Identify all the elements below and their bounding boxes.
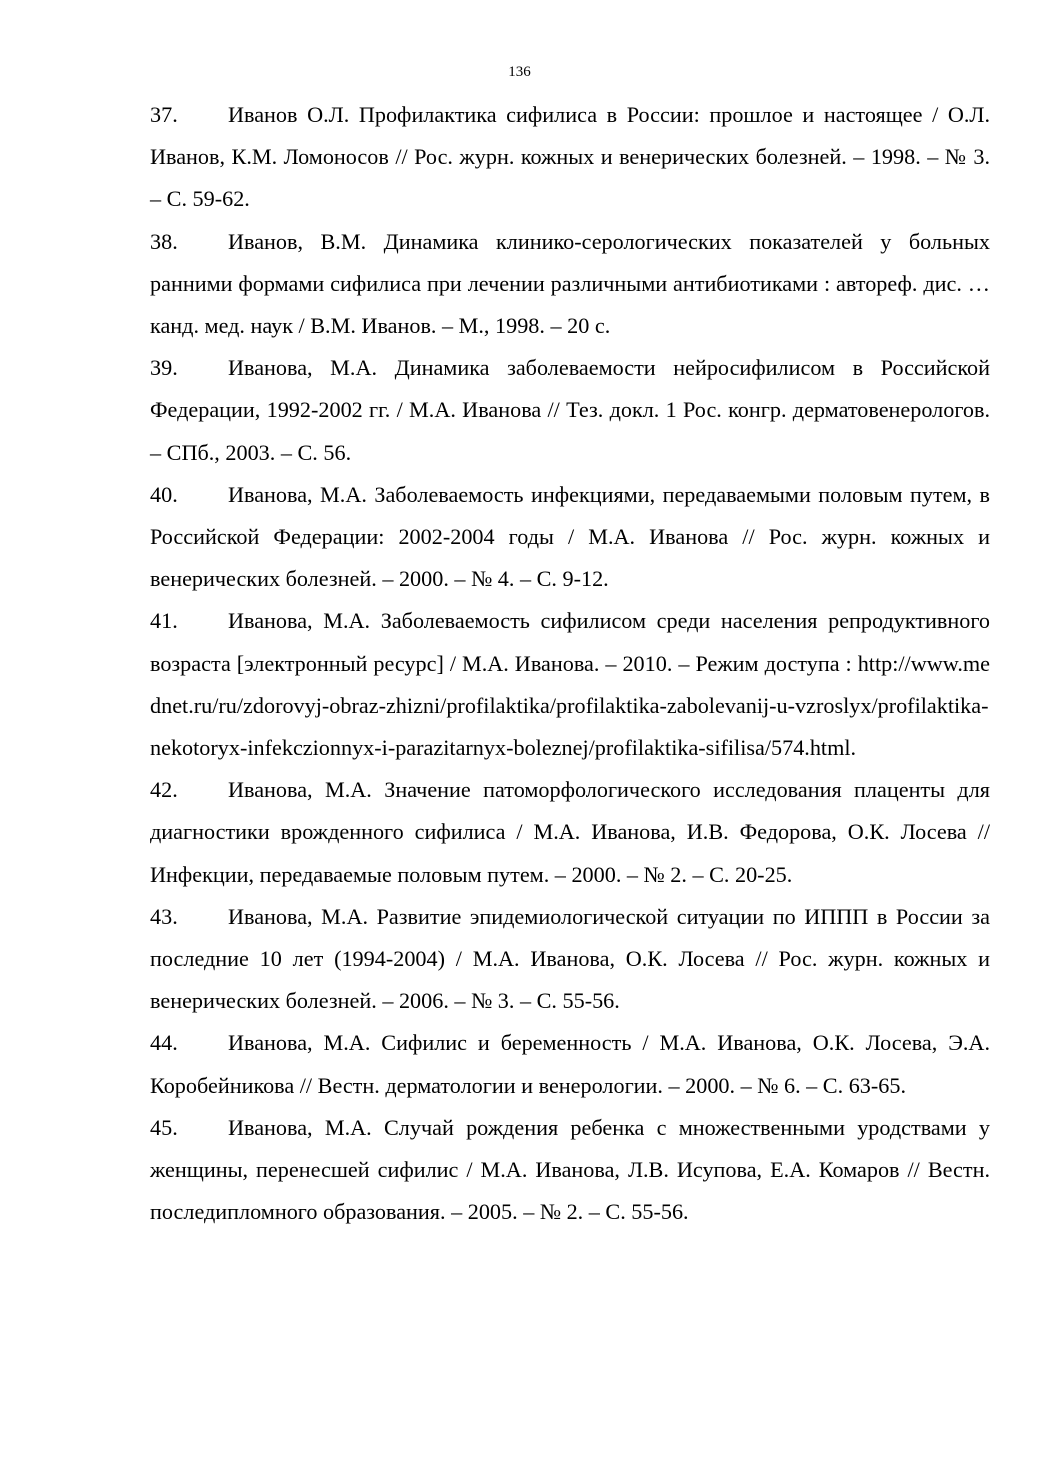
page-number: 136 [508,64,531,80]
reference-text: Иванова, М.А. Случай рождения ребенка с множественными уродствами у женщины, перенесшей сифилис / М.А. Иванова, Л.В. Исупова, Е.А. Комаров // Вестн. последипломного образования. – 2005. – № 2. – С. 55-56. [150,1114,990,1225]
reference-number: 38. [150,228,178,254]
reference-text: Иванов, В.М. Динамика клинико-серологических показателей у больных ранними формами сифилиса при лечении различными антибиотиками : автореф. дис. … канд. мед. наук / В.М. Иванов. – М., 1998. – 20 с. [150,228,990,339]
reference-text: Иванова, М.А. Развитие эпидемиологической ситуации по ИППП в России за последние 10 лет (1994-2004) / М.А. Иванова, О.К. Лосева // Рос. журн. кожных и венерических болезней. – 2006. – № 3. – С. 55-56. [150,903,990,1014]
reference-text: Иванова, М.А. Заболеваемость инфекциями, передаваемыми половым путем, в Российской Федерации: 2002-2004 годы / М.А. Иванова // Рос. журн. кожных и венерических болезней. – 2000. – № 4. – С. 9-12. [150,481,990,592]
reference-text: Иванова, М.А. Динамика заболеваемости нейросифилисом в Российской Федерации, 1992-2002 гг. / М.А. Иванова // Тез. докл. 1 Рос. конгр. дерматовенерологов. – СПб., 2003. – С. 56. [150,355,990,465]
reference-item-40 [150,474,990,601]
reference-text: Иванова, М.А. Заболеваемость сифилисом среди населения репродуктивного возраста [электронный ресурс] / М.А. Иванова. – 2010. – Режим доступа : [150,608,990,676]
reference-item-41 [150,600,990,769]
reference-number: 43. [150,903,178,929]
reference-item-42 [150,769,990,896]
reference-number: 41. [150,608,178,634]
reference-item-37 [150,94,990,221]
reference-item-38 [150,221,990,348]
reference-number: 39. [150,355,178,381]
reference-number: 40. [150,481,178,507]
reference-item-39 [150,347,990,474]
reference-number: 45. [150,1114,178,1140]
reference-item-45 [150,1107,990,1234]
reference-number: 44. [150,1030,178,1056]
reference-text: Иванова, М.А. Значение патоморфологического исследования плаценты для диагностики врожденного сифилиса / М.А. Иванова, И.В. Федорова, О.К. Лосева // Инфекции, передаваемые половым путем. – 2000. – № 2. – С. 20-25. [150,777,990,887]
reference-url-link[interactable]: http://www.mednet.ru/ru/zdorovyj-obraz-zhizni/profilaktika/profilaktika-zabolevanij-u-vzroslyx/profilaktika-nekotoryx-infekczionnyx-i-parazitarnyx-boleznej/profilaktika-sifilisa/574.html. [150,650,990,761]
reference-text: Иванова, М.А. Сифилис и беременность / М.А. Иванова, О.К. Лосева, Э.А. Коробейникова // Вестн. дерматологии и венерологии. – 2000. – № 6. – С. 63-65. [150,1030,990,1098]
reference-text: Иванов О.Л. Профилактика сифилиса в России: прошлое и настоящее / О.Л. Иванов, К.М. Ломоносов // Рос. журн. кожных и венерических болезней. – 1998. – № 3. – С. 59-62. [150,102,990,212]
reference-list [150,94,990,1233]
reference-item-44 [150,1022,990,1106]
reference-number: 37. [150,102,178,127]
reference-number: 42. [150,777,178,803]
reference-item-43 [150,896,990,1023]
